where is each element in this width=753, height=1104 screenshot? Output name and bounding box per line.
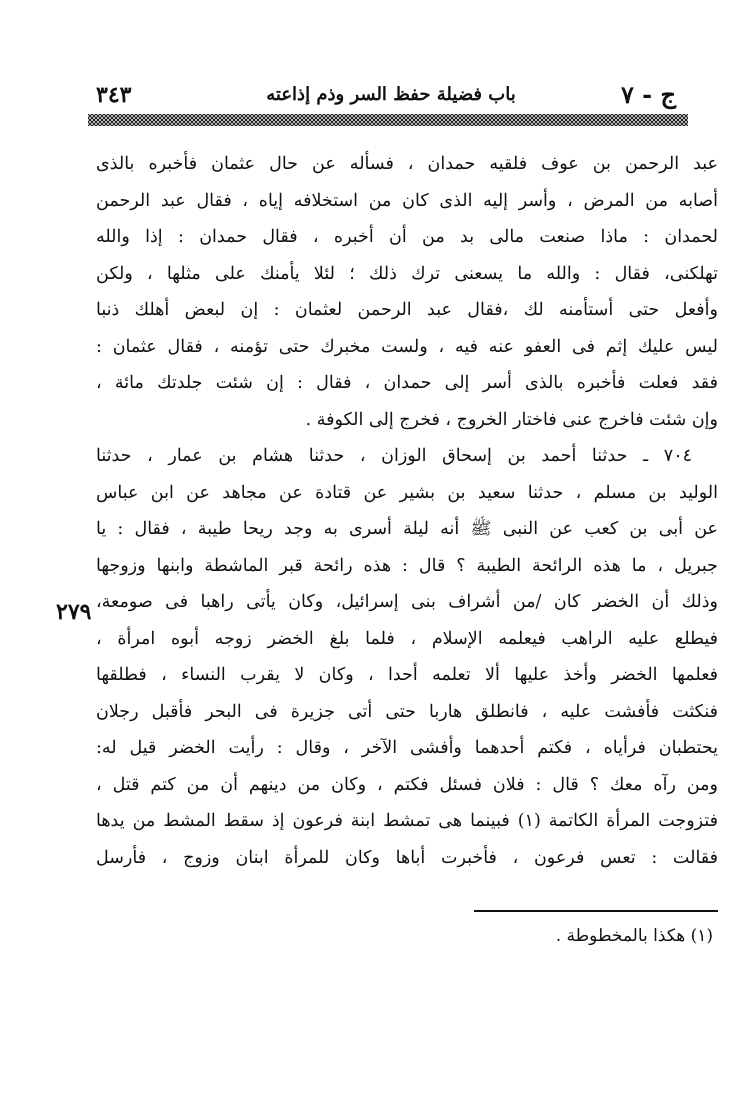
text-line: تهلكنى، فقال : والله ما يسعنى ترك ذلك ؛ لئلا يأمنك على مثلها ، ولكن <box>96 263 718 284</box>
page-number: ٣٤٣ <box>96 82 132 108</box>
footnote-divider <box>474 910 718 912</box>
text-line: أصابه من المرض ، وأسر إليه الذى كان من استخلافه إياه ، فقال عبد الرحمن <box>96 190 718 211</box>
chapter-title: باب فضيلة حفظ السر وذم إذاعته <box>266 84 516 105</box>
text-line: عن أبى بن كعب عن النبى ﷺ أنه ليلة أسرى به وجد ريحا طيبة ، فقال : يا <box>96 519 718 539</box>
header-dotted-rule <box>88 114 688 126</box>
text-line: جبريل ، ما هذه الرائحة الطيبة ؟ قال : هذه رائحة قبر الماشطة وابنها وزوجها <box>96 555 718 576</box>
text-line: عبد الرحمن بن عوف فلقيه حمدان ، فسأله عن حال عثمان فأخبره بالذى <box>96 154 718 174</box>
text-line: الوليد بن مسلم ، حدثنا سعيد بن بشير عن قتادة عن مجاهد عن ابن عباس <box>96 482 718 503</box>
manuscript-folio-number: ٢٧٩ <box>56 599 92 625</box>
text-line: وأفعل حتى أستأمنه لك ،فقال عبد الرحمن لعثمان : إن لبعض أهلك ذنبا <box>96 300 718 320</box>
running-header <box>96 78 676 112</box>
body-text <box>96 146 718 876</box>
text-line: وذلك أن الخضر كان /من أشراف بنى إسرائيل، وكان يأتى راهبا فى صومعة، <box>96 592 718 612</box>
text-line: وإن شئت فاخرج عنى فاختار الخروج ، فخرج إلى الكوفة . <box>305 409 718 430</box>
hadith-start-line: ٧٠٤ ـ حدثنا أحمد بن إسحاق الوزان ، حدثنا هشام بن عمار ، حدثنا <box>96 446 692 466</box>
volume-label: ج - ٧ <box>620 80 676 109</box>
footnote: (١) هكذا بالمخطوطة . <box>555 926 713 946</box>
text-line: فقالت : تعس فرعون ، فأخبرت أباها وكان للمرأة ابنان وزوج ، فأرسل <box>96 847 718 868</box>
text-line: ليس عليك إثم فى العفو عنه فيه ، ولست مخبرك حتى تؤمنه ، فقال عثمان : <box>96 336 718 357</box>
text-line: فعلمها الخضر وأخذ عليها ألا تعلمه أحدا ، وكان لا يقرب النساء ، فطلقها <box>96 665 718 685</box>
text-line: يحتطبان فرأياه ، فكتم أحدهما وأفشى الآخر ، وقال : رأيت الخضر قيل له: <box>96 738 718 758</box>
text-line: لحمدان : ماذا صنعت مالى بد من أن أخبره ، فقال حمدان : إذا والله <box>96 227 718 247</box>
text-line: فنكثت فأفشت عليه ، فانطلق هاربا حتى أتى جزيرة فى البحر فأقبل رجلان <box>96 701 718 722</box>
text-line: فقد فعلت فأخبره بالذى أسر إلى حمدان ، فقال : إن شئت جلدتك مائة ، <box>96 373 718 393</box>
text-line: فيطلع عليه الراهب فيعلمه الإسلام ، فلما بلغ الخضر زوجه أبوه امرأة ، <box>96 628 718 649</box>
text-line: فتزوجت المرأة الكاتمة (١) فبينما هى تمشط ابنة فرعون إذ سقط المشط من يدها <box>96 811 718 831</box>
text-line: ومن رآه معك ؟ قال : فلان فسئل فكتم ، وكان من دينهم أن من كتم قتل ، <box>96 774 718 795</box>
